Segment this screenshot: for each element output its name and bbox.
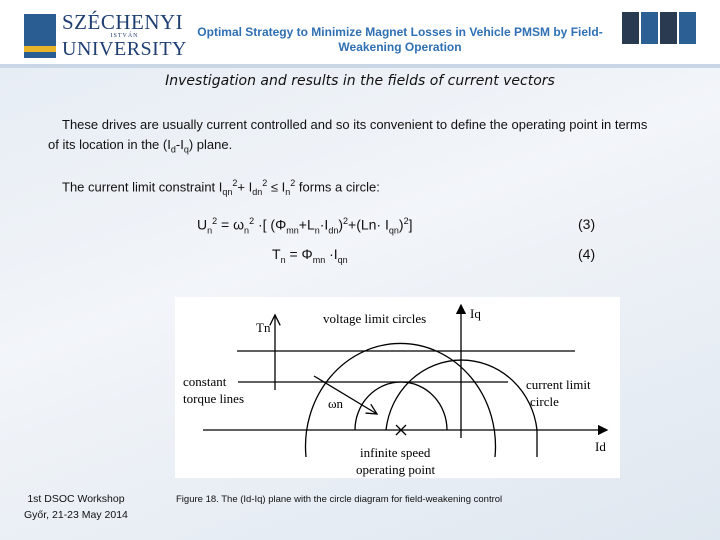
header — [0, 0, 720, 68]
presentation-title: Optimal Strategy to Minimize Magnet Losses in Vehicle PMSM by Field-Weakening Operation — [197, 25, 603, 54]
footer-workshop: 1st DSOC Workshop — [27, 493, 125, 505]
label-omega: ωn — [328, 396, 344, 411]
figure-caption: Figure 18. The (Id-Iq) plane with the circle diagram for field-weakening control — [176, 494, 503, 505]
jkk-logo — [622, 12, 696, 51]
logo-line3: UNIVERSITY — [62, 38, 187, 60]
constraint-paragraph: The current limit constraint $I_{qn}^2+ I_{dn}^2 \le I_n^2$ forms a circle: — [62, 178, 380, 197]
label-operating-point: operating point — [356, 462, 436, 477]
voltage-circle-small — [355, 382, 447, 430]
university-emblem-icon — [24, 14, 56, 58]
label-iq: Iq — [470, 306, 481, 321]
logo-line1: SZÉCHENYI — [62, 10, 184, 34]
label-current-limit: current limit — [526, 377, 591, 392]
label-voltage-limit: voltage limit circles — [323, 311, 427, 326]
label-circle: circle — [530, 394, 559, 409]
intro-paragraph: These drives are usually current controlled and so its convenient to define the operating point in terms of its location in the $(I_d-I_q)$ plane. — [48, 117, 648, 155]
slide-subtitle: Investigation and results in the fields of current vectors — [165, 73, 555, 89]
label-infinite-speed: infinite speed — [360, 445, 431, 460]
equation-3-number: (3) — [578, 216, 596, 232]
label-id: Id — [595, 439, 606, 454]
circle-diagram-figure — [175, 297, 620, 478]
footer — [24, 491, 128, 523]
szechenyi-logo — [24, 12, 187, 59]
circle-diagram — [175, 297, 620, 478]
label-tn: Tn — [256, 320, 271, 335]
footer-date: Győr, 21-23 May 2014 — [24, 509, 128, 521]
logo-line2: ISTVÁN — [110, 33, 139, 39]
equation-3: $U_n^2 = \omega_n^2$ ·[ $(\Phi_{mn}+L_n\cdot I_{dn})^2+(Ln\cdot I_{qn})^2$] — [197, 216, 413, 236]
label-torque-lines: torque lines — [183, 391, 245, 406]
equation-4: $T_n = \Phi_{mn} \cdot I_{qn}$ — [272, 246, 348, 265]
label-constant: constant — [183, 374, 227, 389]
equation-4-number: (4) — [578, 246, 596, 262]
